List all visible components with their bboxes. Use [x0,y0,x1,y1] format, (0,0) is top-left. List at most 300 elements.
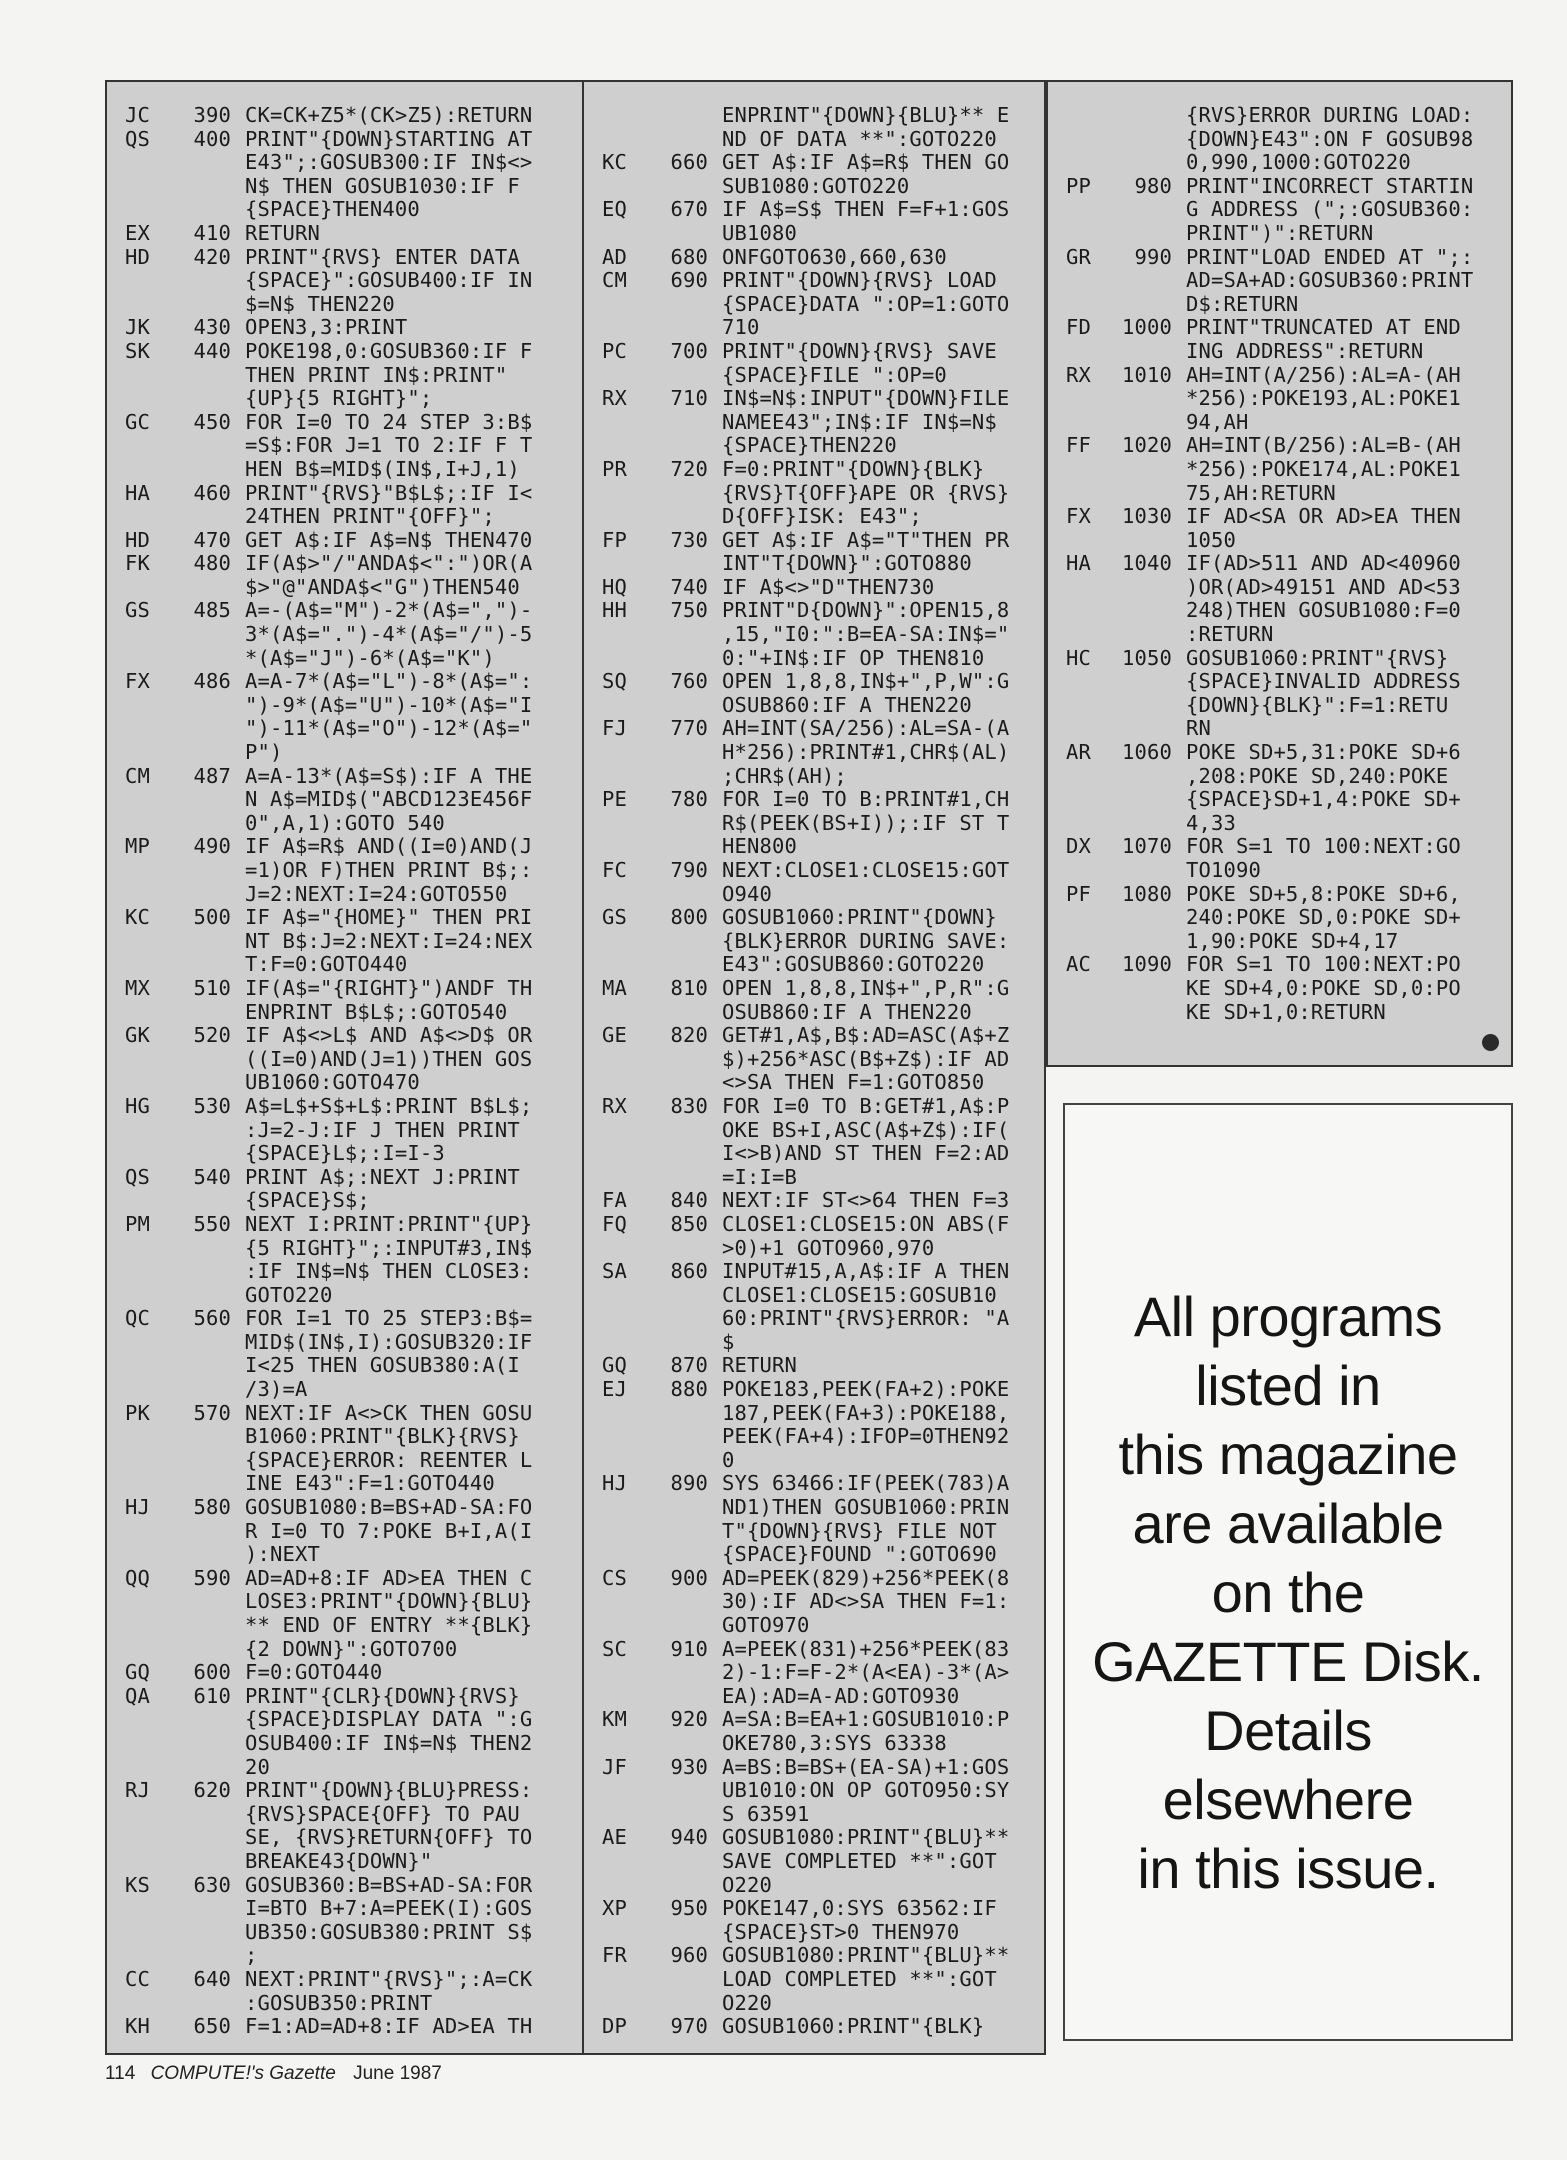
code-line [1066,694,1505,718]
checksum: RJ [125,1778,150,1803]
code-text: A=SA:B=EA+1:GOSUB1010:P [722,1707,1010,1732]
line-number: 760 [670,669,708,694]
code-line [602,552,1038,576]
code-text: {SPACE}INVALID ADDRESS [1186,669,1461,694]
checksum: RX [1066,362,1091,387]
line-number: 880 [670,1377,708,1402]
code-line [602,1590,1038,1614]
code-text: PRINT"{RVS}"B$L$;:IF I< [245,480,533,505]
code-line [602,1567,1038,1591]
line-number: 850 [670,1211,708,1236]
line-number: 670 [670,197,708,222]
code-text: IN$=N$:INPUT"{DOWN}FILE [722,386,1010,411]
checksum: SK [125,338,150,363]
line-number: 770 [670,716,708,741]
page-number: 114 [105,2063,136,2084]
code-line [125,1496,585,1520]
checksum: QC [125,1306,150,1331]
code-line [1066,835,1505,859]
code-text: 94,AH [1186,409,1249,434]
line-number: 490 [193,834,231,859]
code-line [125,1826,585,1850]
code-line [125,198,585,222]
code-line [1066,623,1505,647]
code-text: <>SA THEN F=1:GOTO850 [722,1070,985,1095]
code-text: PRINT"LOAD ENDED AT ";: [1186,244,1474,269]
checksum: HD [125,244,150,269]
code-text: *256):POKE193,AL:POKE1 [1186,386,1461,411]
code-text: 60:PRINT"{RVS}ERROR: "A [722,1306,1010,1331]
code-line [1066,552,1505,576]
line-number: 1000 [1122,315,1172,340]
code-line [125,529,585,553]
line-number: 630 [193,1872,231,1897]
code-line [1066,906,1505,930]
code-text: A=A-13*(A$=S$):IF A THE [245,763,533,788]
code-line [602,1378,1038,1402]
code-line [125,1756,585,1780]
code-line [125,1260,585,1284]
code-text: GET A$:IF A$="T"THEN PR [722,527,1010,552]
code-text: F=1:AD=AD+8:IF AD>EA TH [245,2014,533,2039]
line-number: 486 [193,669,231,694]
line-number: 1060 [1122,740,1172,765]
code-text: {SPACE}DISPLAY DATA ":G [245,1707,533,1732]
code-line [125,1284,585,1308]
checksum: MP [125,834,150,859]
code-line [602,1142,1038,1166]
code-text: NEXT:PRINT"{RVS}";:A=CK [245,1966,533,1991]
code-text: UB1060:GOTO470 [245,1070,420,1095]
checksum: RX [602,386,627,411]
code-text: GOTO970 [722,1613,810,1637]
code-text: HEN B$=MID$(IN$,I+J,1) [245,456,520,481]
line-number: 410 [193,220,231,245]
checksum: QS [125,126,150,151]
code-text: ):NEXT [245,1542,320,1567]
code-text: PRINT"{RVS} ENTER DATA [245,244,520,269]
code-text: OSUB860:IF A THEN220 [722,692,972,717]
code-line [125,104,585,128]
code-line [1066,246,1505,270]
code-line [602,1213,1038,1237]
code-line [602,1921,1038,1945]
checksum: FD [1066,315,1091,340]
code-text: IF A$=R$ AND((I=0)AND(J [245,834,533,859]
code-text: ND OF DATA **":GOTO220 [722,126,997,151]
code-text: UB1010:ON OP GOTO950:SY [722,1778,1010,1803]
code-line [1066,977,1505,1001]
code-line [602,930,1038,954]
line-number: 950 [670,1896,708,1921]
code-line [602,1803,1038,1827]
code-text: $=N$ THEN220 [245,291,395,316]
line-number: 840 [670,1188,708,1213]
code-text: IF A$<>L$ AND A$<>D$ OR [245,1023,533,1048]
code-line [602,151,1038,175]
line-number: 820 [670,1023,708,1048]
checksum: KC [602,150,627,175]
code-text: {SPACE}THEN220 [722,433,897,458]
code-line [602,1284,1038,1308]
checksum: GE [602,1023,627,1048]
code-line [602,104,1038,128]
checksum: PF [1066,881,1091,906]
line-number: 540 [193,1164,231,1189]
code-text: 1,90:POKE SD+4,17 [1186,928,1399,953]
line-number: 960 [670,1943,708,1968]
code-text: UB1080 [722,220,797,245]
code-text: $ [722,1329,735,1354]
code-text: 0,990,1000:GOTO220 [1186,150,1411,175]
code-line [602,482,1038,506]
code-text: 75,AH:RETURN [1186,480,1336,505]
code-line [1066,765,1505,789]
line-number: 500 [193,905,231,930]
code-line [602,1874,1038,1898]
code-text: 24THEN PRINT"{OFF}"; [245,504,495,529]
code-line [602,1095,1038,1119]
code-text: THEN PRINT IN$:PRINT" [245,362,508,387]
code-text: /3)=A [245,1377,308,1402]
line-number: 420 [193,244,231,269]
code-line [125,1071,585,1095]
checksum: QQ [125,1565,150,1590]
code-line [602,1732,1038,1756]
checksum: AE [602,1825,627,1850]
code-text: 2)-1:F=F-2*(A<EA)-3*(A> [722,1660,1010,1685]
code-line [602,670,1038,694]
code-text: KE SD+1,0:RETURN [1186,999,1386,1024]
code-line [602,1685,1038,1709]
code-line [1066,340,1505,364]
code-text: AH=INT(SA/256):AL=SA-(A [722,716,1010,741]
code-line [602,505,1038,529]
code-line [125,1921,585,1945]
disk-notice-box [1063,1103,1513,2041]
checksum: CC [125,1966,150,1991]
code-line [602,316,1038,340]
code-line [602,1614,1038,1638]
code-text: LOAD COMPLETED **":GOT [722,1966,997,1991]
code-line [125,293,585,317]
code-text: I=BTO B+7:A=PEEK(I):GOS [245,1896,533,1921]
code-text: AD=SA+AD:GOSUB360:PRINT [1186,268,1474,293]
line-number: 750 [670,598,708,623]
checksum: GS [602,905,627,930]
code-text: NEXT I:PRINT:PRINT"{UP} [245,1211,533,1236]
code-line [602,175,1038,199]
checksum: PP [1066,173,1091,198]
code-text: POKE183,PEEK(FA+2):POKE [722,1377,1010,1402]
code-text: I<25 THEN GOSUB380:A(I [245,1353,520,1378]
code-text: NAMEE43";IN$:IF IN$=N$ [722,409,997,434]
checksum: QA [125,1683,150,1708]
line-number: 900 [670,1565,708,1590]
line-number: 1040 [1122,551,1172,576]
code-line [125,741,585,765]
code-line [125,788,585,812]
code-text: A=-(A$="M")-2*(A$=",")- [245,598,533,623]
code-text: ;CHR$(AH); [722,763,847,788]
line-number: 1050 [1122,645,1172,670]
code-text: FOR I=0 TO B:GET#1,A$:P [722,1093,1010,1118]
code-line [1066,175,1505,199]
code-line [125,1237,585,1261]
code-text: 1050 [1186,527,1236,552]
code-text: SUB1080:GOTO220 [722,173,910,198]
code-text: R$(PEEK(BS+I));:IF ST T [722,810,1010,835]
code-text: RN [1186,716,1211,741]
checksum: JK [125,315,150,340]
code-text: IF A$<>"D"THEN730 [722,574,935,599]
code-line [125,175,585,199]
line-number: 980 [1134,173,1172,198]
code-text: {BLK}ERROR DURING SAVE: [722,928,1010,953]
code-line [125,316,585,340]
code-text: CLOSE1:CLOSE15:GOSUB10 [722,1282,997,1307]
code-line [125,859,585,883]
code-text: O940 [722,881,772,906]
code-text: PRINT"{DOWN}{RVS} SAVE [722,338,997,363]
line-number: 520 [193,1023,231,1048]
line-number: 860 [670,1259,708,1284]
code-text: GET#1,A$,B$:AD=ASC(A$+Z [722,1023,1010,1048]
code-line [125,930,585,954]
code-text: R I=0 TO 7:POKE B+I,A(I [245,1518,533,1543]
code-line [125,1779,585,1803]
code-line [125,977,585,1001]
code-text: {RVS}SPACE{OFF} TO PAU [245,1801,520,1826]
code-line [125,1567,585,1591]
code-line [1066,269,1505,293]
code-text: I<>B)AND ST THEN F=2:AD [722,1141,1010,1166]
code-line [125,1095,585,1119]
code-text: PRINT"TRUNCATED AT END [1186,315,1461,340]
checksum: FJ [602,716,627,741]
code-line [125,482,585,506]
checksum: PR [602,456,627,481]
code-line [602,977,1038,1001]
code-line [602,1661,1038,1685]
code-text: ; [245,1943,258,1968]
code-line [1066,316,1505,340]
line-number: 430 [193,315,231,340]
line-number: 810 [670,975,708,1000]
code-line [125,1425,585,1449]
code-text: )OR(AD>49151 AND AD<53 [1186,574,1461,599]
code-text: PRINT"{DOWN}STARTING AT [245,126,533,151]
code-text: LOSE3:PRINT"{DOWN}{BLU} [245,1589,533,1614]
code-text: *256):POKE174,AL:POKE1 [1186,456,1461,481]
line-number: 800 [670,905,708,930]
code-line [125,269,585,293]
code-text: PRINT"{CLR}{DOWN}{RVS} [245,1683,520,1708]
code-line [125,576,585,600]
code-text: INE E43":F=1:GOTO440 [245,1471,495,1496]
code-line [602,694,1038,718]
code-line [602,1402,1038,1426]
checksum: SA [602,1259,627,1284]
code-line [602,788,1038,812]
line-number: 830 [670,1093,708,1118]
code-line [602,340,1038,364]
code-text: GOSUB1080:PRINT"{BLU}** [722,1825,1010,1850]
code-line [125,953,585,977]
checksum: RX [602,1093,627,1118]
code-text: H*256):PRINT#1,CHR$(AL) [722,740,1010,765]
code-text: A=A-7*(A$="L")-8*(A$=": [245,669,533,694]
code-line [125,1992,585,2016]
code-line [1066,953,1505,977]
line-number: 1090 [1122,952,1172,977]
code-text: GOSUB1080:B=BS+AD-SA:FO [245,1495,533,1520]
code-text: OSUB860:IF A THEN220 [722,999,972,1024]
line-number: 930 [670,1754,708,1779]
code-text: NEXT:IF ST<>64 THEN F=3 [722,1188,1010,1213]
code-text: HEN800 [722,834,797,859]
code-line [125,1708,585,1732]
code-line [125,765,585,789]
code-line [125,1850,585,1874]
checksum: AC [1066,952,1091,977]
code-text: INT"T{DOWN}":GOTO880 [722,551,972,576]
code-line [1066,670,1505,694]
code-text: NT B$:J=2:NEXT:I=24:NEX [245,928,533,953]
code-line [602,293,1038,317]
code-text: P") [245,740,283,765]
code-text: NEXT:CLOSE1:CLOSE15:GOT [722,858,1010,882]
checksum: KC [125,905,150,930]
code-text: E43":GOSUB860:GOTO220 [722,952,985,977]
checksum: PM [125,1211,150,1236]
code-text: B1060:PRINT"{BLK}{RVS} [245,1424,520,1449]
code-line [125,835,585,859]
line-number: 710 [670,386,708,411]
code-text: =1)OR F)THEN PRINT B$;: [245,858,533,882]
code-text: 0",A,1):GOTO 540 [245,810,445,835]
code-line [602,812,1038,836]
line-number: 600 [193,1660,231,1685]
code-text: 0 [722,1447,735,1472]
code-text: ((I=0)AND(J=1))THEN GOS [245,1046,533,1071]
code-line [125,1402,585,1426]
checksum: GR [1066,244,1091,269]
code-line [1066,883,1505,907]
code-line [125,1449,585,1473]
code-text: 30):IF AD<>SA THEN F=1: [722,1589,1010,1614]
checksum: HJ [602,1471,627,1496]
code-line [602,411,1038,435]
code-line [602,1331,1038,1355]
code-line [1066,505,1505,529]
code-text: GOSUB360:B=BS+AD-SA:FOR [245,1872,533,1897]
line-number: 487 [193,763,231,788]
code-line [125,1001,585,1025]
code-line [125,505,585,529]
code-text: G ADDRESS (";:GOSUB360: [1186,197,1474,222]
checksum: GS [125,598,150,623]
line-number: 570 [193,1400,231,1425]
code-text: {SPACE}":GOSUB400:IF IN [245,268,533,293]
checksum: CS [602,1565,627,1590]
code-text: NEXT:IF A<>CK THEN GOSU [245,1400,533,1425]
checksum: JF [602,1754,627,1779]
code-line [602,1756,1038,1780]
code-line [125,1614,585,1638]
code-line [125,1897,585,1921]
code-line [125,1638,585,1662]
code-text: OPEN 1,8,8,IN$+",P,R":G [722,975,1010,1000]
line-number: 720 [670,456,708,481]
code-line [1066,812,1505,836]
code-line [125,812,585,836]
code-line [1066,717,1505,741]
code-line [125,246,585,270]
checksum: SC [602,1636,627,1661]
checksum: AR [1066,740,1091,765]
code-line [602,246,1038,270]
code-line [602,458,1038,482]
code-text: T:F=0:GOTO440 [245,952,408,977]
magazine-name: COMPUTE!'s Gazette [150,2063,336,2084]
code-text: =S$:FOR J=1 TO 2:IF F T [245,433,533,458]
code-text: {SPACE}ST>0 THEN970 [722,1919,960,1944]
code-line [602,1001,1038,1025]
checksum: PC [602,338,627,363]
code-text: D{OFF}ISK: E43"; [722,504,922,529]
code-line [125,411,585,435]
code-line [1066,741,1505,765]
code-line [125,717,585,741]
code-text: >0)+1 GOTO960,970 [722,1235,935,1260]
line-number: 700 [670,338,708,363]
code-line [125,151,585,175]
code-line [602,599,1038,623]
checksum: EQ [602,197,627,222]
line-number: 610 [193,1683,231,1708]
code-line [125,694,585,718]
checksum: FQ [602,1211,627,1236]
code-line [125,1543,585,1567]
checksum: FR [602,1943,627,1968]
page-footer [105,2063,442,2085]
listing-column-2 [582,80,1046,2055]
code-line [125,883,585,907]
code-text: TO1090 [1186,858,1261,882]
code-text: ONFGOTO630,660,630 [722,244,947,269]
code-line [602,717,1038,741]
code-text: ENPRINT B$L$;:GOTO540 [245,999,508,1024]
code-line [125,364,585,388]
code-text: UB350:GOSUB380:PRINT S$ [245,1919,533,1944]
code-line [125,434,585,458]
code-text: AD=PEEK(829)+256*PEEK(8 [722,1565,1010,1590]
code-text: KE SD+4,0:POKE SD,0:PO [1186,975,1461,1000]
code-line [602,741,1038,765]
code-line [125,1189,585,1213]
code-text: A=BS:B=BS+(EA-SA)+1:GOS [722,1754,1010,1779]
code-text: FOR I=0 TO B:PRINT#1,CH [722,787,1010,812]
code-text: S 63591 [722,1801,810,1826]
checksum: CM [125,763,150,788]
code-line [125,1378,585,1402]
code-text: GOSUB1060:PRINT"{DOWN} [722,905,997,930]
checksum: FP [602,527,627,552]
checksum: HA [125,480,150,505]
code-text: O220 [722,1990,772,2015]
code-line [1066,482,1505,506]
